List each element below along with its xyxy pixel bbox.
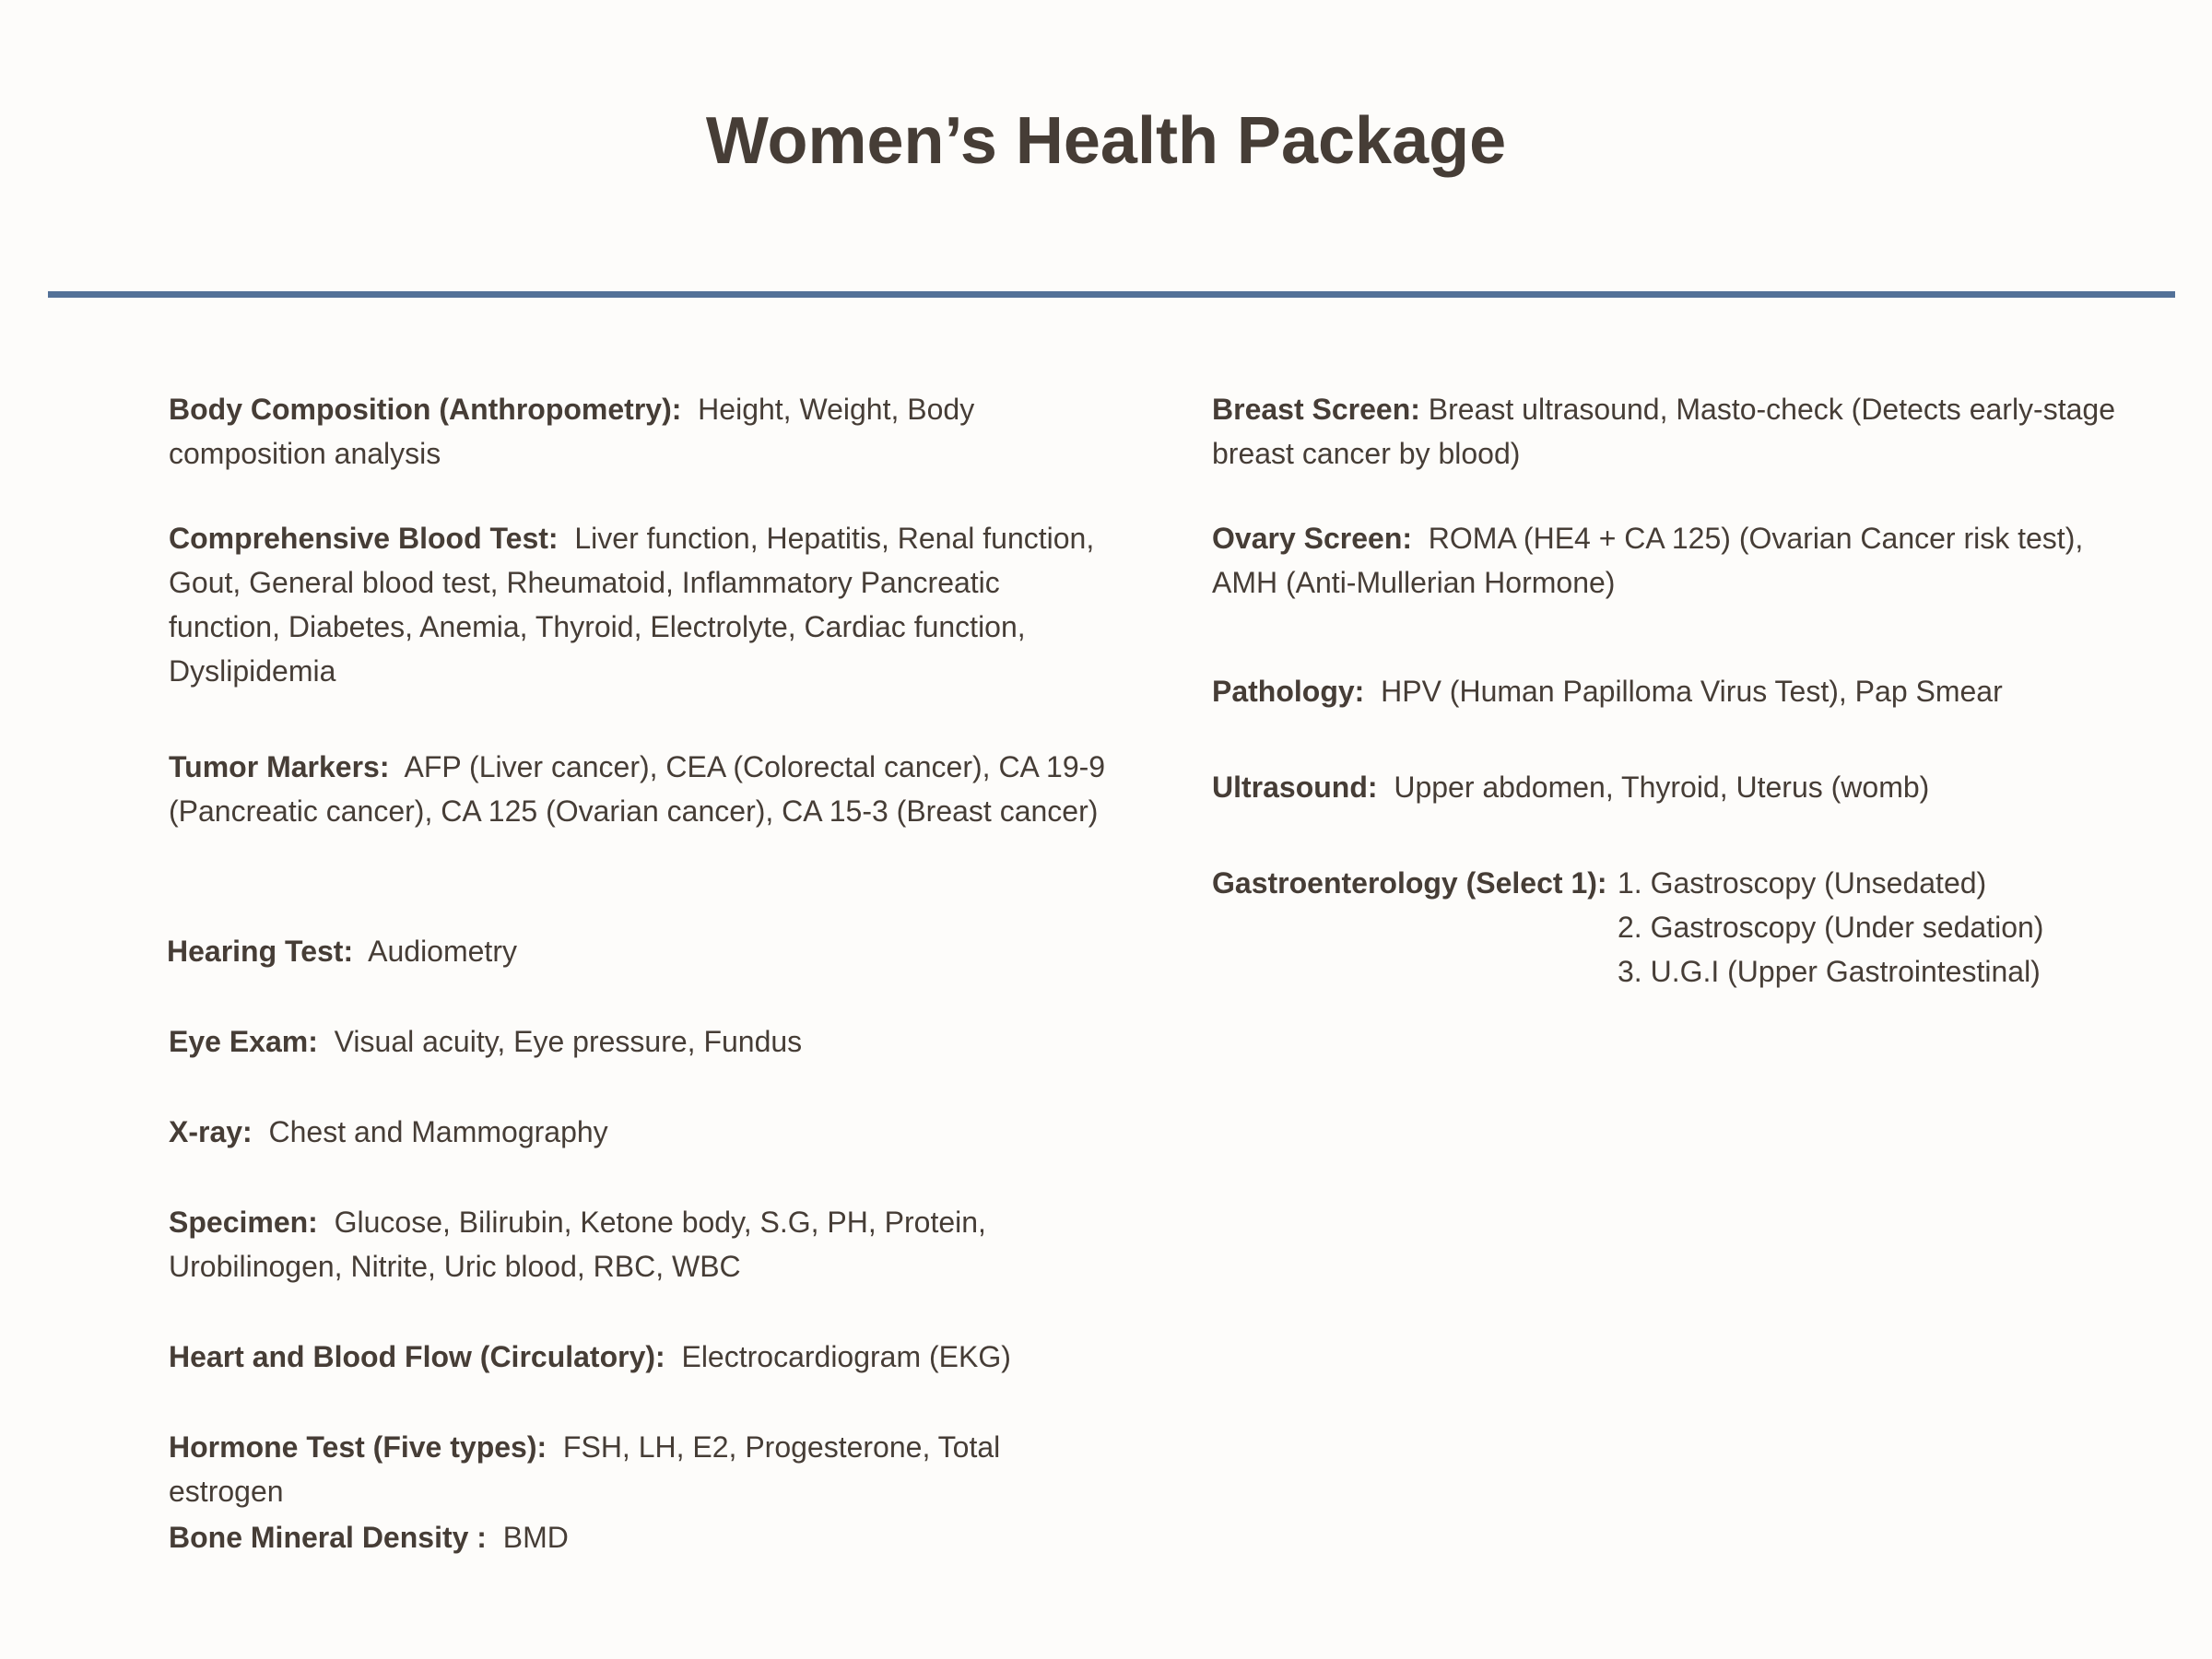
service-label: Bone Mineral Density : — [169, 1521, 487, 1554]
service-details: Visual acuity, Eye pressure, Fundus — [334, 1025, 803, 1058]
gastro-option: 3. U.G.I (Upper Gastrointestinal) — [1618, 955, 2041, 988]
service-hearing-test — [167, 929, 1116, 973]
service-details: Audiometry — [368, 935, 517, 968]
service-details: ROMA (HE4 + CA 125) (Ovarian Cancer risk test), AMH (Anti-Mullerian Hormone) — [1212, 522, 2084, 599]
service-label: Pathology: — [1212, 675, 1365, 708]
service-label: Specimen: — [169, 1206, 318, 1239]
service-details: Electrocardiogram (EKG) — [681, 1340, 1011, 1373]
service-hormone-test — [169, 1425, 1118, 1513]
service-label: Body Composition (Anthropometry): — [169, 393, 682, 426]
service-details: FSH, LH, E2, Progesterone, Total estrogen — [169, 1430, 1001, 1508]
service-blood-test — [169, 516, 1118, 693]
service-label: Comprehensive Blood Test: — [169, 522, 559, 555]
service-details: Height, Weight, Body composition analysis — [169, 393, 975, 470]
service-label: Heart and Blood Flow (Circulatory): — [169, 1340, 665, 1373]
service-details: Glucose, Bilirubin, Ketone body, S.G, PH, Protein, Urobilinogen, Nitrite, Uric blood, RBC, WBC — [169, 1206, 986, 1283]
service-ovary-screen — [1212, 516, 2134, 605]
service-label: X-ray: — [169, 1115, 253, 1148]
service-label: Breast Screen: — [1212, 393, 1420, 426]
service-ultrasound — [1212, 765, 2134, 809]
service-bone-density — [169, 1515, 1118, 1559]
service-label: Tumor Markers: — [169, 750, 390, 783]
title-divider — [48, 291, 2175, 298]
service-details: Liver function, Hepatitis, Renal function, Gout, General blood test, Rheumatoid, Inflammatory Pancreatic function, Diabetes, Anemia, Thyroid, Electrolyte, Cardiac function, Dyslipidemia — [169, 522, 1095, 688]
service-details: Chest and Mammography — [268, 1115, 608, 1148]
gastro-option: 2. Gastroscopy (Under sedation) — [1618, 911, 2044, 944]
service-label: Hormone Test (Five types): — [169, 1430, 547, 1464]
service-label: Hearing Test: — [167, 935, 354, 968]
service-tumor-markers — [169, 745, 1118, 833]
gastro-option: 1. Gastroscopy (Unsedated) — [1618, 866, 1987, 900]
service-details: Breast ultrasound, Masto-check (Detects early-stage breast cancer by blood) — [1212, 393, 2115, 470]
service-label: Ultrasound: — [1212, 771, 1378, 804]
service-heart-blood-flow — [169, 1335, 1118, 1379]
service-label: Eye Exam: — [169, 1025, 318, 1058]
service-x-ray — [169, 1110, 1118, 1154]
service-details: AFP (Liver cancer), CEA (Colorectal cancer), CA 19-9 (Pancreatic cancer), CA 125 (Ovarian cancer), CA 15-3 (Breast cancer) — [169, 750, 1106, 828]
service-label: Ovary Screen: — [1212, 522, 1413, 555]
gastro-options — [1618, 861, 2134, 994]
service-details: Upper abdomen, Thyroid, Uterus (womb) — [1394, 771, 1930, 804]
service-pathology — [1212, 669, 2134, 713]
service-specimen — [169, 1200, 1118, 1288]
service-eye-exam — [169, 1019, 1118, 1064]
service-body-composition — [169, 387, 1118, 476]
service-details: BMD — [502, 1521, 569, 1554]
page-title: Women’s Health Package — [705, 104, 1507, 178]
service-details: HPV (Human Papilloma Virus Test), Pap Smear — [1381, 675, 2003, 708]
gastro-label: Gastroenterology (Select 1): — [1212, 866, 1607, 900]
service-breast-screen — [1212, 387, 2134, 476]
